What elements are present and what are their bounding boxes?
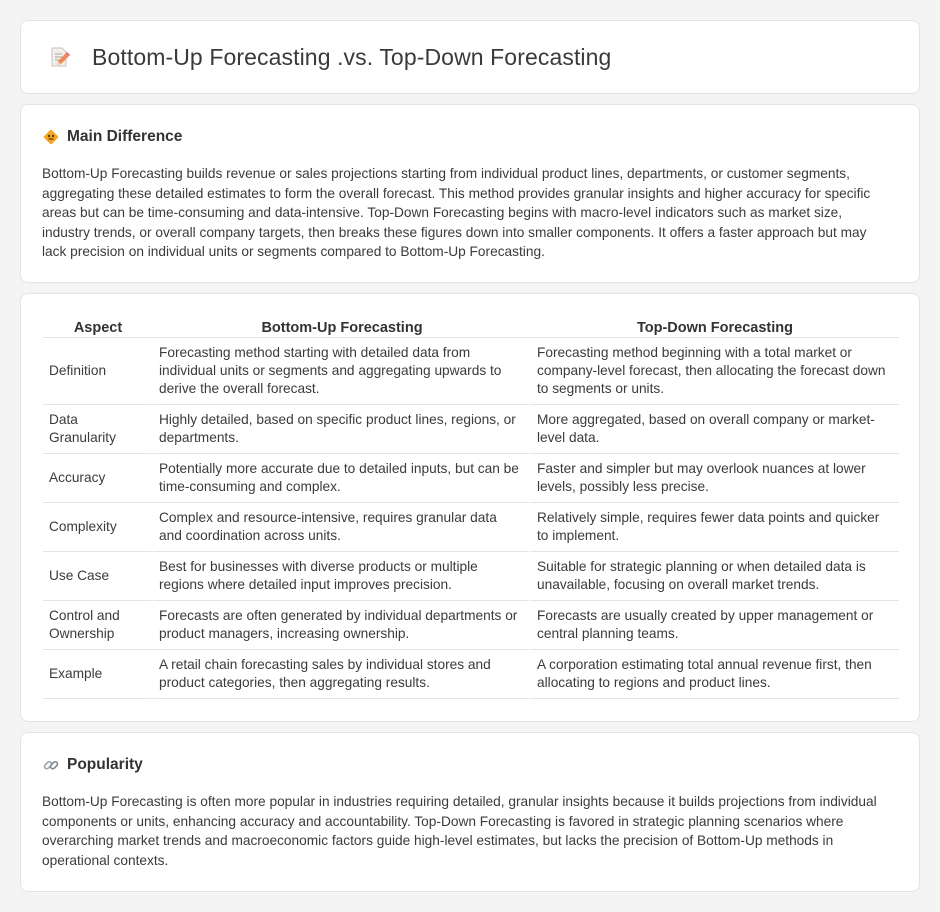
table-row: [43, 503, 899, 552]
page-title: Bottom-Up Forecasting .vs. Top-Down Forecasting: [92, 43, 612, 70]
popularity-card: [20, 732, 920, 892]
popularity-title: Popularity: [67, 756, 143, 773]
table-row: [43, 650, 899, 699]
table-header-row: [43, 316, 899, 338]
aspect-cell: Use Case: [43, 552, 153, 601]
table-row: [43, 338, 899, 405]
bottom-up-cell: Best for businesses with diverse products or multiple regions where detailed input improves precision.: [153, 552, 531, 601]
header-aspect: Aspect: [43, 316, 153, 338]
top-down-cell: A corporation estimating total annual revenue first, then allocating to regions and product lines.: [531, 650, 899, 699]
table-row: [43, 601, 899, 650]
link-icon: [42, 756, 60, 774]
bottom-up-cell: Complex and resource-intensive, requires granular data and coordination across units.: [153, 503, 531, 552]
bottom-up-cell: Potentially more accurate due to detailed inputs, but can be time-consuming and complex.: [153, 454, 531, 503]
comparison-table: [43, 316, 899, 699]
top-down-cell: More aggregated, based on overall company or market-level data.: [531, 405, 899, 454]
top-down-cell: Suitable for strategic planning or when detailed data is unavailable, focusing on overall market trends.: [531, 552, 899, 601]
main-difference-title: Main Difference: [67, 128, 183, 145]
popularity-text: Bottom-Up Forecasting is often more popular in industries requiring detailed, granular insights because it builds projections from individual components or units, enhancing accuracy and accountability. Top-Down Forecasting is favored in strategic planning scenarios where overarching market trends and macroeconomic factors guide high-level estimates, but lacks the precision of Bottom-Up methods in operational contexts.: [42, 794, 877, 868]
table-row: [43, 405, 899, 454]
bottom-up-cell: Highly detailed, based on specific product lines, regions, or departments.: [153, 405, 531, 454]
title-card: [20, 20, 920, 94]
header-bottom-up: Bottom-Up Forecasting: [153, 316, 531, 338]
main-difference-header: [42, 127, 899, 147]
bottom-up-cell: Forecasts are often generated by individual departments or product managers, increasing ownership.: [153, 601, 531, 650]
table-row: [43, 454, 899, 503]
memo-pencil-icon: [47, 45, 71, 69]
aspect-cell: Data Granularity: [43, 405, 153, 454]
top-down-cell: Forecasts are usually created by upper management or central planning teams.: [531, 601, 899, 650]
top-down-cell: Forecasting method beginning with a total market or company-level forecast, then allocating the forecast down to segments or units.: [531, 338, 899, 405]
popularity-header: [42, 755, 899, 775]
bottom-up-cell: Forecasting method starting with detailed data from individual units or segments and aggregating upwards to derive the overall forecast.: [153, 338, 531, 405]
aspect-cell: Example: [43, 650, 153, 699]
diamond-sign-icon: [42, 128, 60, 146]
aspect-cell: Accuracy: [43, 454, 153, 503]
main-difference-text: Bottom-Up Forecasting builds revenue or sales projections starting from individual product lines, departments, or customer segments, aggregating these detailed estimates to form the overall forecast. This method provides granular insights and higher accuracy for specific areas but can be time-consuming and data-intensive. Top-Down Forecasting begins with macro-level indicators such as market size, industry trends, or overall company targets, then breaks these figures down into smaller components. It offers a faster approach but may lack precision on individual units or segments compared to Bottom-Up Forecasting.: [42, 166, 871, 260]
aspect-cell: Control and Ownership: [43, 601, 153, 650]
comparison-card: [20, 293, 920, 722]
title-row: [21, 21, 919, 93]
bottom-up-cell: A retail chain forecasting sales by individual stores and product categories, then aggregating results.: [153, 650, 531, 699]
main-difference-card: [20, 104, 920, 283]
aspect-cell: Complexity: [43, 503, 153, 552]
header-top-down: Top-Down Forecasting: [531, 316, 899, 338]
aspect-cell: Definition: [43, 338, 153, 405]
table-row: [43, 552, 899, 601]
top-down-cell: Relatively simple, requires fewer data points and quicker to implement.: [531, 503, 899, 552]
top-down-cell: Faster and simpler but may overlook nuances at lower levels, possibly less precise.: [531, 454, 899, 503]
